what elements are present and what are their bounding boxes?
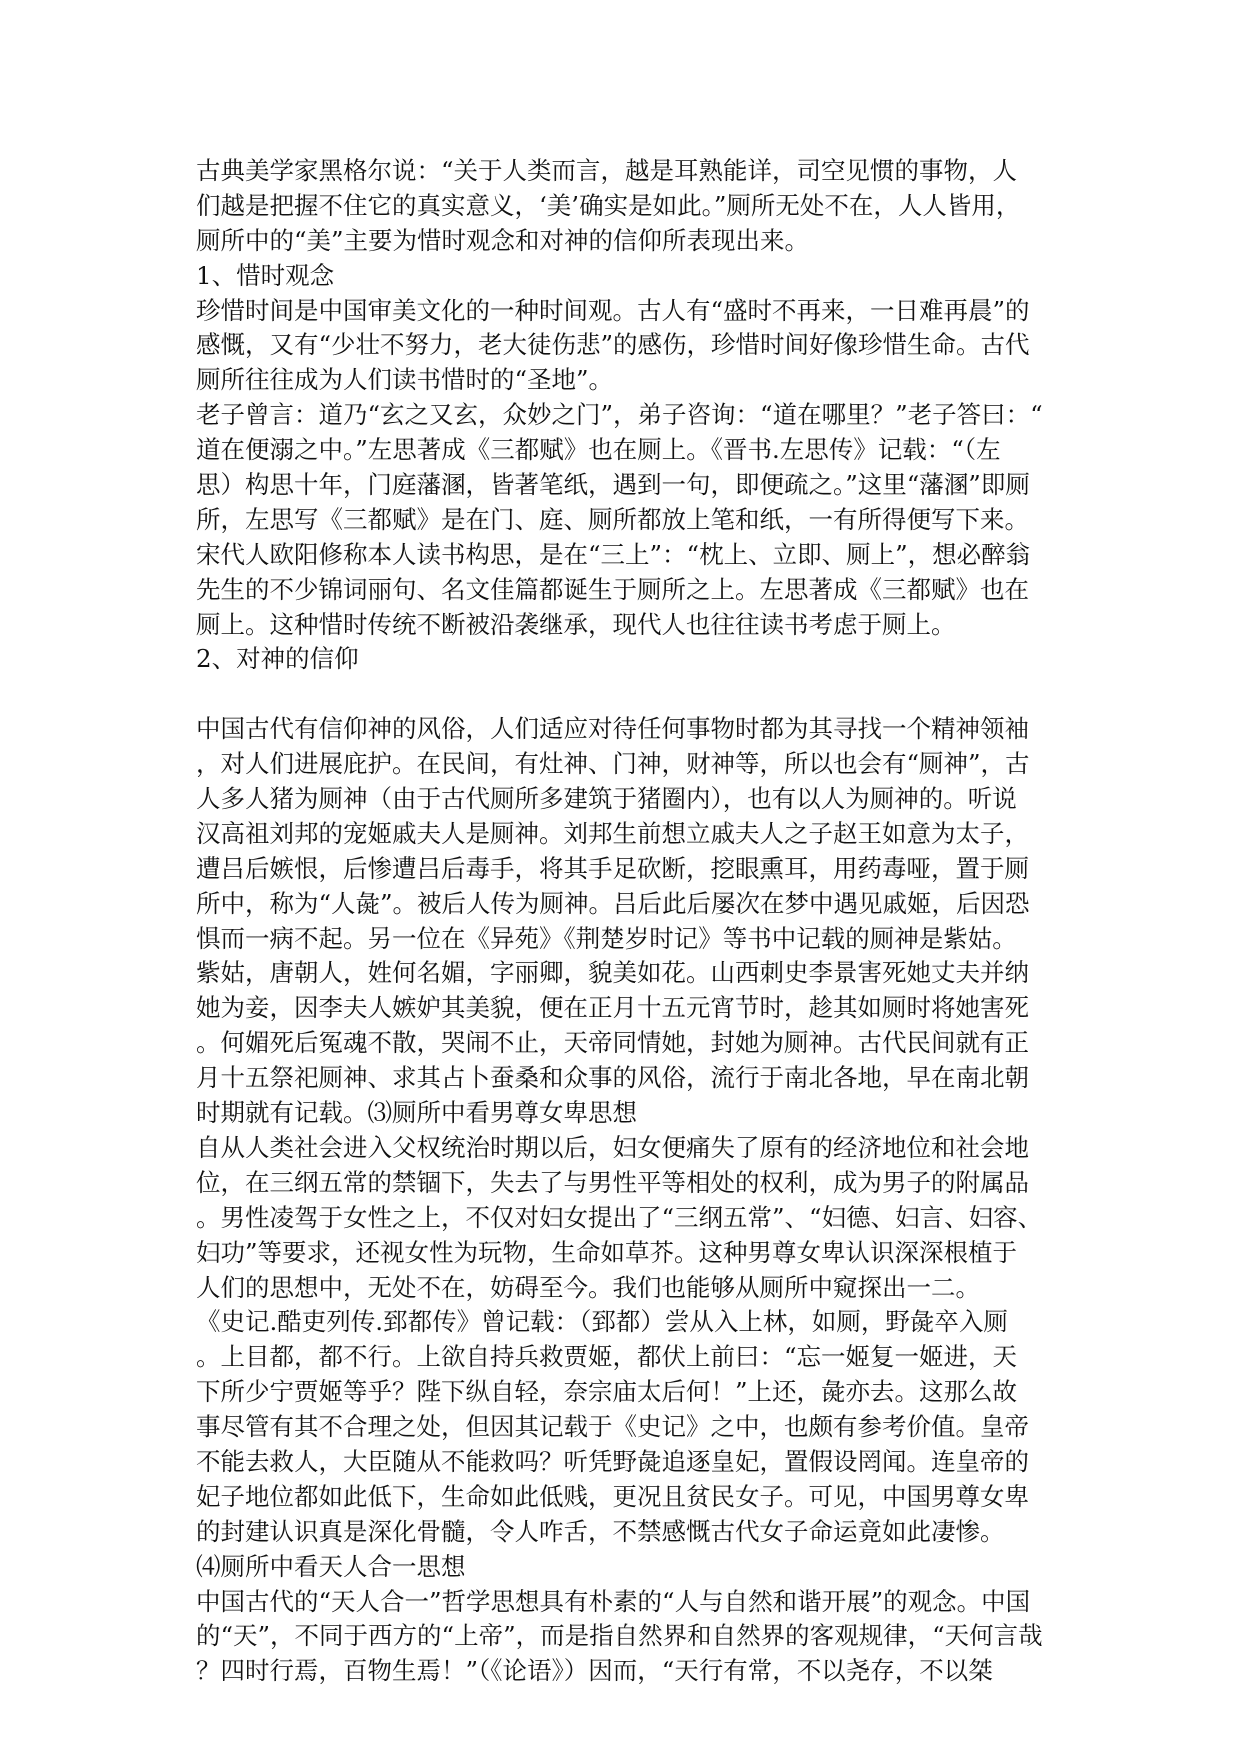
text-line: 中国古代有信仰神的风俗，人们适应对待任何事物时都为其寻找一个精神领袖 [196, 714, 1029, 744]
text-line: 珍惜时间是中国审美文化的一种时间观。古人有“盛时不再来，一日难再晨”的 [196, 295, 1030, 325]
text-line: 2、对神的信仰 [196, 644, 359, 674]
text-line: 所中，称为“人彘”。被后人传为厕神。吕后此后屡次在梦中遇见戚姬，后因恐 [196, 888, 1030, 918]
text-line: 妃子地位都如此低下，生命如此低贱，更况且贫民女子。可见，中国男尊女卑 [196, 1481, 1029, 1511]
text-line: 先生的不少锦词丽句、名文佳篇都诞生于厕所之上。左思著成《三都赋》也在 [196, 574, 1029, 604]
text-line: 们越是把握不住它的真实意义，‘美’确实是如此。”厕所无处不在，人人皆用， [196, 190, 1021, 220]
text-line: 中国古代的“天人合一”哲学思想具有朴素的“人与自然和谐开展”的观念。中国 [196, 1586, 1031, 1616]
text-line: ⑷厕所中看天人合一思想 [196, 1551, 466, 1581]
text-line: 不能去救人，大臣随从不能救吗？听凭野彘追逐皇妃，置假设罔闻。连皇帝的 [196, 1446, 1029, 1476]
text-line: 思）构思十年，门庭藩溷，皆著笔纸，遇到一句，即便疏之。”这里“藩溷”即厕 [196, 470, 1030, 500]
text-line: 厕上。这种惜时传统不断被沿袭继承，现代人也往往读书考虑于厕上。 [196, 609, 956, 639]
text-line: 的封建认识真是深化骨髓，令人咋舌，不禁感慨古代女子命运竟如此凄惨。 [196, 1516, 1005, 1546]
text-line: 。男性凌驾于女性之上，不仅对妇女提出了“三纲五常”、“妇德、妇言、妇容、 [196, 1202, 1043, 1232]
text-line: 厕所往往成为人们读书惜时的“圣地”。 [196, 365, 614, 395]
text-line: 月十五祭祀厕神、求其占卜蚕桑和众事的风俗，流行于南北各地，早在南北朝 [196, 1063, 1029, 1093]
text-line: 遭吕后嫉恨，后惨遭吕后毒手，将其手足砍断，挖眼熏耳，用药毒哑，置于厕 [196, 853, 1029, 883]
text-line: 妇功”等要求，还视女性为玩物，生命如草芥。这种男尊女卑认识深深根植于 [196, 1237, 1018, 1267]
text-line: 所，左思写《三都赋》是在门、庭、厕所都放上笔和纸，一有所得便写下来。 [196, 504, 1029, 534]
text-line: 老子曾言：道乃“玄之又玄，众妙之门”，弟子咨询：“道在哪里？”老子答曰：“ [196, 400, 1043, 430]
text-line: 道在便溺之中。”左思著成《三都赋》也在厕上。《晋书.左思传》记载：“（左 [196, 435, 1001, 465]
text-line: 自从人类社会进入父权统治时期以后，妇女便痛失了原有的经济地位和社会地 [196, 1132, 1029, 1162]
text-line: ，对人们进展庇护。在民间，有灶神、门神，财神等，所以也会有“厕神”，古 [196, 749, 1030, 779]
text-line: 位，在三纲五常的禁锢下，失去了与男性平等相处的权利，成为男子的附属品 [196, 1167, 1029, 1197]
text-line: 时期就有记载。⑶厕所中看男尊女卑思想 [196, 1098, 637, 1128]
text-line: 厕所中的“美”主要为惜时观念和对神的信仰所表现出来。 [196, 225, 810, 255]
text-line: 事尽管有其不合理之处，但因其记载于《史记》之中，也颇有参考价值。皇帝 [196, 1412, 1029, 1442]
text-line: 《史记.酷吏列传.郅都传》曾记载：（郅都）尝从入上林，如厕，野彘卒入厕 [196, 1307, 1008, 1337]
text-line: 。上目都，都不行。上欲自持兵救贾姬，都伏上前曰：“忘一姬复一姬进，天 [196, 1342, 1018, 1372]
text-line: 古典美学家黑格尔说：“关于人类而言，越是耳熟能详，司空见惯的事物，人 [196, 156, 1018, 185]
text-line: 紫姑，唐朝人，姓何名媚，字丽卿，貌美如花。山西刺史李景害死她丈夫并纳 [196, 958, 1029, 988]
text-line: 感慨，又有“少壮不努力，老大徒伤悲”的感伤，珍惜时间好像珍惜生命。古代 [196, 330, 1030, 360]
text-line: 她为妾，因李夫人嫉妒其美貌，便在正月十五元宵节时，趁其如厕时将她害死 [196, 993, 1029, 1023]
text-line: 人们的思想中，无处不在，妨碍至今。我们也能够从厕所中窥探出一二。 [196, 1272, 980, 1302]
text-line: 下所少宁贾姬等乎？陛下纵自轻，奈宗庙太后何！”上还，彘亦去。这那么故 [196, 1377, 1018, 1407]
text-line: 。何媚死后冤魂不散，哭闹不止，天帝同情她，封她为厕神。古代民间就有正 [196, 1028, 1029, 1058]
document-body [196, 154, 1046, 1689]
text-line: 惧而一病不起。另一位在《异苑》《荆楚岁时记》等书中记载的厕神是紫姑。 [196, 923, 1017, 953]
blank-line [196, 677, 1046, 712]
text-line: 的“天”，不同于西方的“上帝”，而是指自然界和自然界的客观规律，“天何言哉 [196, 1621, 1043, 1651]
text-line: 汉高祖刘邦的宠姬戚夫人是厕神。刘邦生前想立戚夫人之子赵王如意为太子， [196, 818, 1029, 848]
text-line: 1、惜时观念 [196, 260, 335, 290]
text-line: 人多人猪为厕神（由于古代厕所多建筑于猪圈内），也有以人为厕神的。听说 [196, 784, 1017, 814]
text-line: ？四时行焉，百物生焉！”（《论语》）因而，“天行有常，不以尧存，不以桀 [196, 1656, 993, 1686]
text-line: 宋代人欧阳修称本人读书构思，是在“三上”：“枕上、立即、厕上”，想必醉翁 [196, 539, 1031, 569]
